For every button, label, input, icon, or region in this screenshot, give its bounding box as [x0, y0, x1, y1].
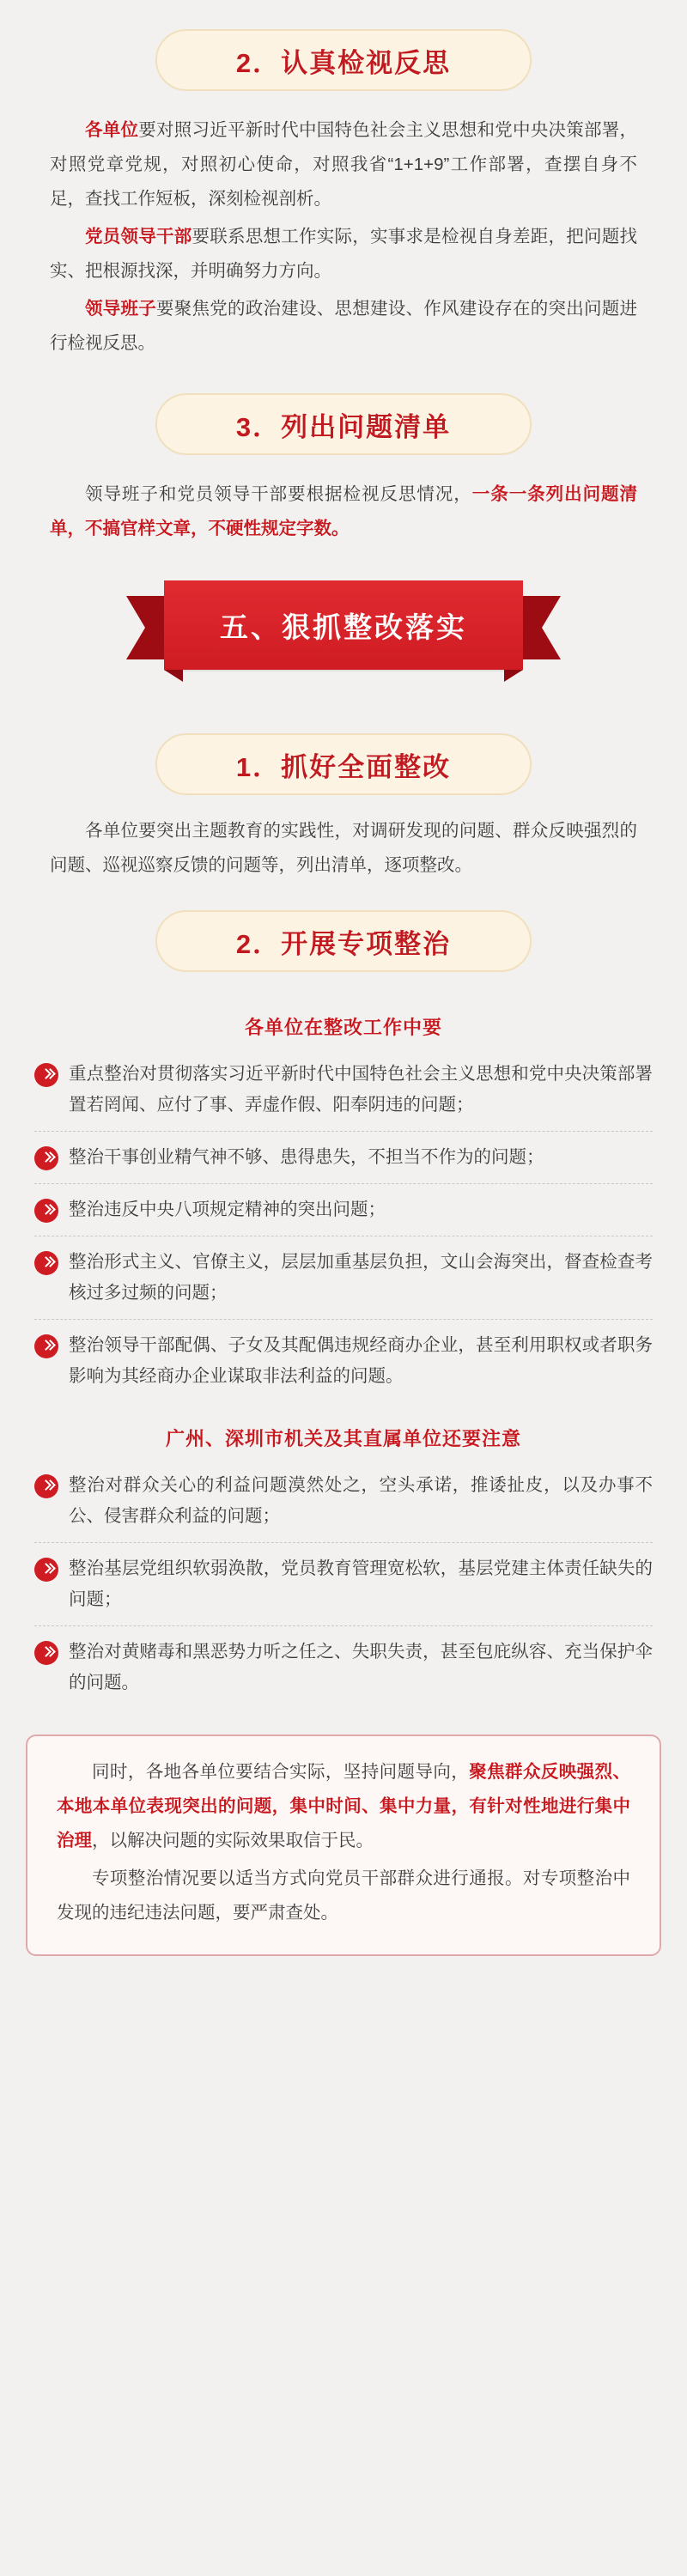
paragraph-text: 同时，各地各单位要结合实际，坚持问题导向， [92, 1762, 470, 1782]
list-item-label: 整治违反中央八项规定精神的突出问题； [69, 1200, 386, 1219]
subheading-group2: 广州、深圳市机关及其直属单位还要注意 [165, 1428, 521, 1449]
paragraph-emphasis: 党员领导干部 [85, 227, 192, 246]
paragraph-emphasis: 领导班子 [85, 299, 156, 319]
chevron-right-icon [34, 1251, 58, 1275]
list-item [34, 1543, 653, 1626]
section-heading-pill-liechu-qingdan [155, 393, 532, 455]
list-item [34, 1184, 653, 1236]
list-item-label: 整治形式主义、官僚主义，层层加重基层负担，文山会海突出，督查检查考核过多过频的问题； [69, 1252, 653, 1303]
paragraph-text: ，以解决问题的实际效果取信于民。 [92, 1831, 374, 1850]
list-item [34, 1236, 653, 1320]
section-heading-wrap [0, 886, 687, 991]
paragraph [50, 113, 637, 216]
section-heading-pill-renzhen-jianshi [155, 29, 532, 91]
paragraph-text: 专项整治情况要以适当方式向党员干部群众进行通报。对专项整治中发现的违纪违法问题，要严肃查处。 [57, 1868, 630, 1923]
bullet-list-group1 [34, 1048, 653, 1402]
section-heading-wrap [0, 0, 687, 113]
section-heading-pill-kaizhan-zhuanxiang [155, 910, 532, 972]
paragraph-text: 要聚焦党的政治建设、思想建设、作风建设存在的突出问题进行检视反思。 [50, 299, 637, 353]
section-heading-text: 2．认真检视反思 [235, 47, 452, 78]
chevron-right-icon [34, 1199, 58, 1223]
list-item-label: 整治对黄赌毒和黑恶势力听之任之、失职失责，甚至包庇纵容、充当保护伞的问题。 [69, 1642, 653, 1692]
ribbon-body [164, 580, 523, 670]
list-item-label: 重点整治对贯彻落实习近平新时代中国特色社会主义思想和党中央决策部署置若罔闻、应付了事、弄虚作假、阳奉阴违的问题； [69, 1064, 653, 1115]
subheading-group1: 各单位在整改工作中要 [244, 1017, 442, 1038]
paragraph-emphasis: 各单位 [85, 120, 139, 140]
section-heading-text: 1．抓好全面整改 [235, 751, 452, 782]
ribbon [126, 580, 561, 682]
paragraph [50, 220, 637, 289]
paragraph [57, 1862, 630, 1930]
banner-title: 五、狠抓整改落实 [220, 611, 467, 643]
paragraph [50, 477, 637, 546]
section-heading-text: 2．开展专项整治 [235, 928, 452, 959]
bullet-list-group2 [34, 1460, 653, 1709]
chevron-right-icon [34, 1334, 58, 1358]
paragraph-text: 要联系思想工作实际，实事求是检视自身差距，把问题找实、把根源找深，并明确努力方向。 [50, 227, 637, 281]
section-heading-text: 3．列出问题清单 [235, 411, 452, 442]
list-item-label: 整治干事创业精气神不够、患得患失，不担当不作为的问题； [69, 1147, 544, 1167]
chevron-right-icon [34, 1474, 58, 1498]
paragraph [57, 1755, 630, 1858]
paragraph-emphasis: 聚焦群众反映强烈、本地本单位表现突出的问题，集中时间、集中力量，有针对性地进行集中治理 [57, 1762, 631, 1850]
paragraph-text: 领导班子和党员领导干部要根据检视反思情况， [85, 484, 472, 504]
list-item [34, 1626, 653, 1709]
chevron-right-icon [34, 1146, 58, 1170]
paragraph [50, 292, 637, 361]
list-item-label: 整治领导干部配偶、子女及其配偶违规经商办企业，甚至利用职权或者职务影响为其经商办企业谋取非法利益的问题。 [69, 1335, 653, 1386]
banner-area [0, 580, 687, 709]
section-heading-pill-zhuahao-quanmian [155, 733, 532, 795]
paragraph [50, 814, 637, 883]
callout-box [26, 1735, 661, 1956]
list-item [34, 1132, 653, 1184]
list-item-label: 整治基层党组织软弱涣散，党员教育管理宽松软，基层党建主体责任缺失的问题； [69, 1558, 653, 1609]
paragraph-emphasis: 一条一条列出问题清单，不搞官样文章，不硬性规定字数。 [50, 484, 638, 538]
chevron-right-icon [34, 1641, 58, 1665]
list-item [34, 1048, 653, 1132]
list-item [34, 1320, 653, 1402]
section-heading-wrap [0, 709, 687, 814]
list-item-label: 整治对群众关心的利益问题漠然处之，空头承诺，推诿扯皮，以及办事不公、侵害群众利益的问题； [69, 1475, 653, 1526]
section-heading-wrap [0, 364, 687, 477]
paragraph-text: 要对照习近平新时代中国特色社会主义思想和党中央决策部署，对照党章党规，对照初心使命，对照我省“1+1+9”工作部署，查摆自身不足，查找工作短板，深刻检视剖析。 [50, 120, 637, 209]
paragraph-text: 各单位要突出主题教育的实践性，对调研发现的问题、群众反映强烈的问题、巡视巡察反馈的问题等，列出清单，逐项整改。 [50, 821, 637, 875]
list-item [34, 1460, 653, 1543]
chevron-right-icon [34, 1558, 58, 1582]
chevron-right-icon [34, 1063, 58, 1087]
